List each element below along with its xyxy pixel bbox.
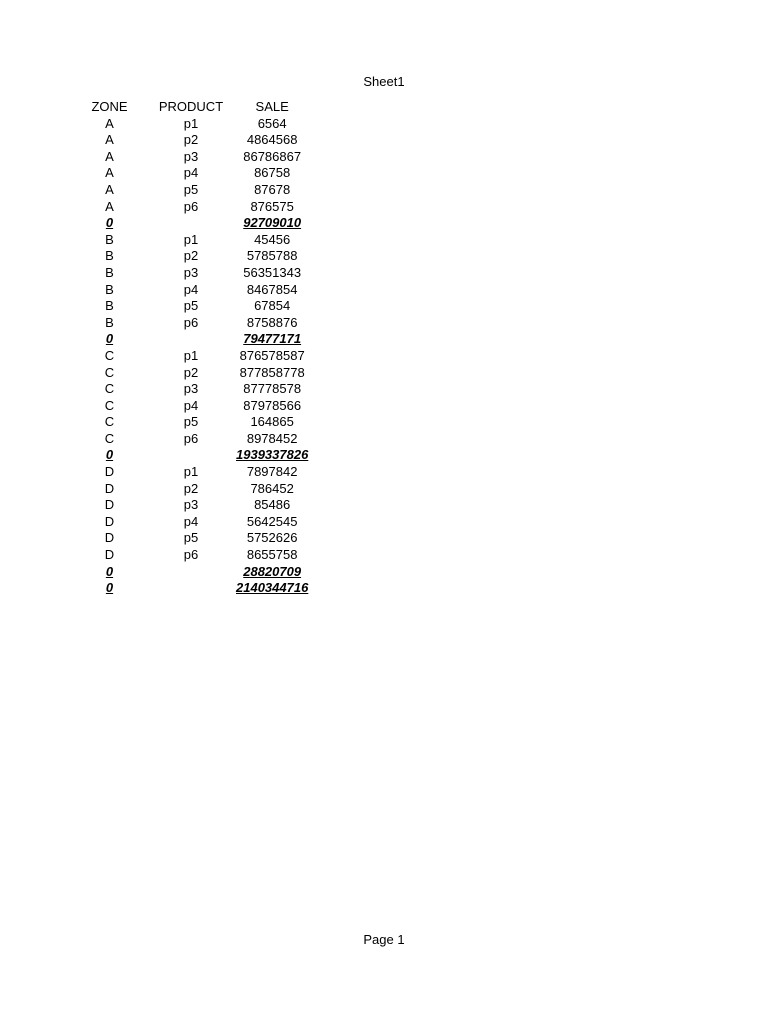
cell-sale: 8978452: [246, 430, 298, 446]
cell-sale: 8467854: [246, 281, 298, 297]
cell-sale: 87778578: [243, 381, 302, 397]
cell-product: p1: [183, 464, 199, 480]
cell-sale: 86758: [254, 165, 291, 181]
cell-product: p3: [183, 264, 199, 280]
cell-sale: 45456: [254, 231, 291, 247]
cell-zone: D: [104, 497, 115, 513]
cell-zone: 0: [105, 447, 114, 463]
table-row: [73, 365, 308, 382]
cell-sale: 86786867: [243, 148, 302, 164]
cell-product: p4: [183, 397, 199, 413]
cell-sale: 87978566: [243, 397, 302, 413]
cell-sale: 786452: [250, 480, 294, 496]
table-row: [73, 116, 308, 133]
cell-zone: C: [104, 381, 115, 397]
cell-sale: 67854: [254, 298, 291, 314]
cell-zone: 0: [105, 215, 114, 231]
cell-product: p4: [183, 165, 199, 181]
cell-product: p4: [183, 281, 199, 297]
cell-zone: C: [104, 430, 115, 446]
cell-product: p6: [183, 198, 199, 214]
cell-sale: 8655758: [246, 547, 298, 563]
subtotal-row: [73, 580, 308, 597]
cell-sale: 8758876: [246, 314, 298, 330]
table-row: [73, 464, 308, 481]
table-row: [73, 132, 308, 149]
cell-zone: B: [105, 264, 114, 280]
cell-sale: 5642545: [246, 513, 298, 529]
table-row: [73, 514, 308, 531]
cell-product: p2: [183, 248, 199, 264]
cell-zone: 0: [105, 580, 114, 596]
cell-zone: D: [104, 513, 115, 529]
table-row: [73, 232, 308, 249]
cell-sale: 876575: [250, 198, 294, 214]
cell-sale: 87678: [254, 181, 291, 197]
sales-table: [73, 99, 308, 597]
table-row: [73, 182, 308, 199]
cell-zone: B: [105, 248, 114, 264]
cell-sale: 2140344716: [236, 580, 309, 596]
cell-product: p1: [183, 115, 199, 131]
table-row: [73, 431, 308, 448]
table-body: [73, 116, 308, 597]
cell-product: [146, 331, 236, 348]
table-row: [73, 414, 308, 431]
cell-sale: 28820709: [243, 563, 302, 579]
cell-zone: A: [105, 181, 114, 197]
cell-product: p3: [183, 148, 199, 164]
header-row: [73, 99, 308, 116]
table-row: [73, 530, 308, 547]
cell-sale: 5752626: [246, 530, 298, 546]
cell-sale: 6564: [257, 115, 287, 131]
cell-product: p3: [183, 497, 199, 513]
cell-zone: 0: [105, 563, 114, 579]
cell-sale: 1939337826: [236, 447, 309, 463]
cell-product: [146, 564, 236, 581]
cell-sale: 56351343: [243, 264, 302, 280]
cell-product: p6: [183, 430, 199, 446]
cell-product: p2: [183, 364, 199, 380]
cell-sale: 164865: [250, 414, 294, 430]
table-row: [73, 315, 308, 332]
cell-zone: B: [105, 314, 114, 330]
cell-zone: A: [105, 132, 114, 148]
cell-product: p5: [183, 298, 199, 314]
table-row: [73, 547, 308, 564]
cell-sale: 877858778: [239, 364, 305, 380]
table-row: [73, 199, 308, 216]
cell-sale: 4864568: [246, 132, 298, 148]
cell-zone: B: [105, 298, 114, 314]
cell-product: p5: [183, 530, 199, 546]
cell-zone: 0: [105, 331, 114, 347]
cell-sale: 92709010: [243, 215, 302, 231]
page-footer: Page 1: [363, 932, 405, 947]
cell-product: p6: [183, 314, 199, 330]
header-zone: ZONE: [91, 99, 128, 114]
cell-sale: 79477171: [243, 331, 302, 347]
subtotal-row: [73, 331, 308, 348]
cell-product: p3: [183, 381, 199, 397]
cell-zone: A: [105, 115, 114, 131]
cell-product: p6: [183, 547, 199, 563]
cell-zone: C: [104, 347, 115, 363]
table-row: [73, 398, 308, 415]
table-row: [73, 381, 308, 398]
cell-product: p1: [183, 231, 199, 247]
cell-product: p1: [183, 347, 199, 363]
cell-product: p5: [183, 181, 199, 197]
cell-sale: 876578587: [239, 347, 305, 363]
subtotal-row: [73, 215, 308, 232]
cell-zone: C: [104, 364, 115, 380]
cell-product: [146, 447, 236, 464]
table-row: [73, 497, 308, 514]
table-row: [73, 282, 308, 299]
cell-zone: A: [105, 198, 114, 214]
cell-zone: B: [105, 281, 114, 297]
table-row: [73, 265, 308, 282]
table-row: [73, 481, 308, 498]
subtotal-row: [73, 564, 308, 581]
table-row: [73, 348, 308, 365]
header-product: PRODUCT: [158, 99, 224, 114]
cell-product: p4: [183, 513, 199, 529]
cell-zone: B: [105, 231, 114, 247]
cell-zone: D: [104, 530, 115, 546]
cell-sale: 5785788: [246, 248, 298, 264]
header-sale: SALE: [255, 99, 289, 114]
cell-zone: A: [105, 165, 114, 181]
cell-product: p2: [183, 132, 199, 148]
cell-product: [146, 215, 236, 232]
cell-zone: D: [104, 464, 115, 480]
subtotal-row: [73, 447, 308, 464]
cell-zone: D: [104, 547, 115, 563]
cell-zone: C: [104, 397, 115, 413]
sheet-title: Sheet1: [363, 74, 405, 89]
table-row: [73, 298, 308, 315]
cell-sale: 85486: [254, 497, 291, 513]
table-row: [73, 248, 308, 265]
cell-zone: D: [104, 480, 115, 496]
cell-product: p2: [183, 480, 199, 496]
table-row: [73, 165, 308, 182]
cell-zone: A: [105, 148, 114, 164]
cell-sale: 7897842: [246, 464, 298, 480]
cell-product: p5: [183, 414, 199, 430]
cell-product: [146, 580, 236, 597]
cell-zone: C: [104, 414, 115, 430]
table-row: [73, 149, 308, 166]
